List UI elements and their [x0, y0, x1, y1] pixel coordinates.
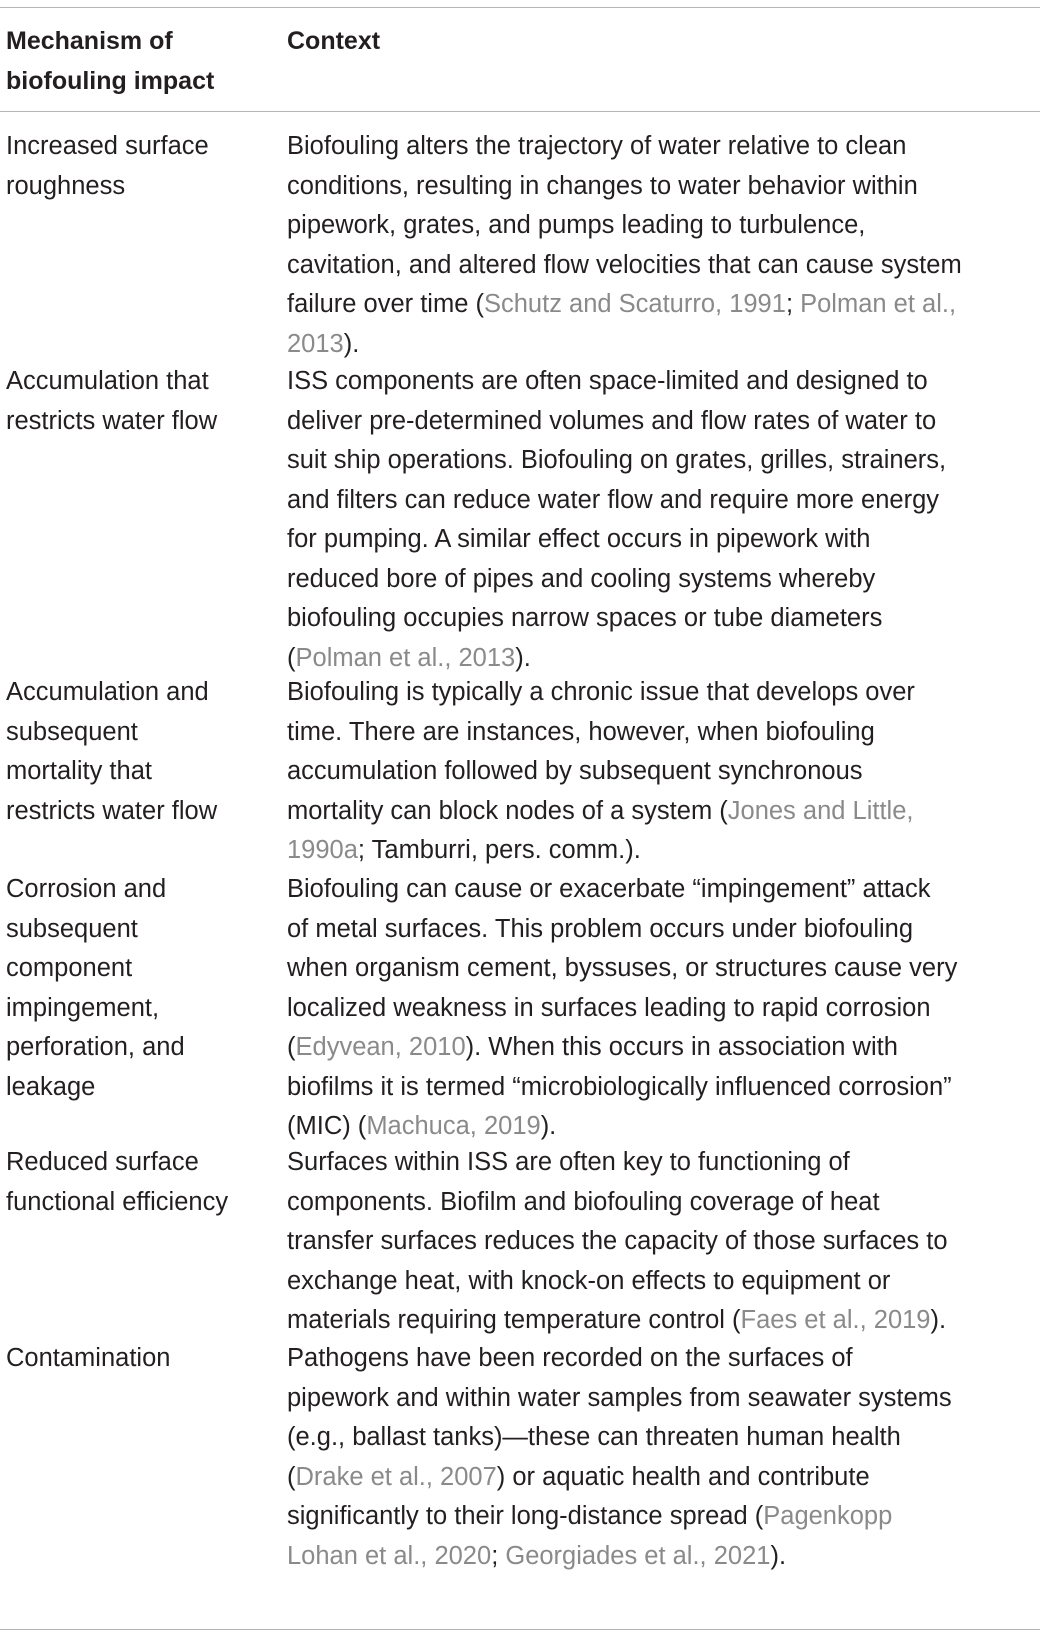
- citation-link: Polman et al., 2013: [295, 643, 516, 672]
- context-text: (: [287, 1462, 296, 1491]
- mechanism-line: component: [6, 954, 133, 982]
- context-line: [287, 402, 1040, 442]
- row-context: [287, 1339, 1040, 1576]
- row-mechanism: [6, 673, 276, 831]
- context-text: of metal surfaces. This problem occurs under biofouling: [287, 914, 914, 943]
- context-line: [287, 441, 1040, 481]
- header-context: Context: [287, 27, 381, 55]
- context-line: [287, 285, 1040, 325]
- context-text: mortality can block nodes of a system (: [287, 796, 728, 825]
- context-line: [287, 752, 1040, 792]
- row-context: [287, 362, 1040, 678]
- context-text: when organism cement, byssuses, or structures cause very: [287, 954, 958, 982]
- context-text: ;: [785, 290, 801, 318]
- mechanism-line: Accumulation and: [6, 678, 209, 706]
- context-line: [287, 167, 1040, 207]
- context-line: [287, 1183, 1040, 1223]
- context-text: conditions, resulting in changes to water behavior within: [287, 171, 918, 200]
- context-text: ).: [343, 329, 360, 358]
- context-text: time. There are instances, however, when biofouling: [287, 717, 875, 746]
- context-text: suit ship operations. Biofouling on grates, grilles, strainers,: [287, 446, 947, 474]
- context-text: accumulation followed by subsequent synchronous: [287, 757, 863, 785]
- mechanism-line: Accumulation that: [6, 367, 209, 395]
- context-text: ).: [770, 1541, 787, 1570]
- citation-link: 2013: [287, 329, 344, 358]
- context-text: ISS components are often space-limited and designed to: [287, 367, 928, 395]
- context-text: materials requiring temperature control (: [287, 1306, 741, 1334]
- context-text: ) or aquatic health and contribute: [496, 1462, 870, 1491]
- context-text: biofilms it is termed “microbiologically influenced corrosion”: [287, 1072, 952, 1101]
- context-text: ;: [491, 1541, 506, 1570]
- context-line: [287, 560, 1040, 600]
- context-text: components. Biofilm and biofouling coverage of heat: [287, 1187, 880, 1216]
- citation-link: Edyvean, 2010: [295, 1033, 466, 1061]
- context-line: [287, 1107, 1040, 1147]
- mechanism-line: roughness: [6, 171, 126, 200]
- context-line: [287, 481, 1040, 521]
- context-text: significantly to their long-distance spread (: [287, 1502, 764, 1530]
- context-line: [287, 1068, 1040, 1108]
- context-line: [287, 362, 1040, 402]
- mechanism-line: perforation, and: [6, 1033, 185, 1061]
- mechanism-line: subsequent: [6, 717, 138, 746]
- row-mechanism: [6, 1143, 276, 1222]
- table-bottom-rule: [0, 1629, 1040, 1630]
- mechanism-line: leakage: [6, 1072, 96, 1101]
- context-line: [287, 206, 1040, 246]
- mechanism-line: subsequent: [6, 914, 138, 943]
- context-text: Surfaces within ISS are often key to functioning of: [287, 1148, 850, 1176]
- context-line: [287, 1418, 1040, 1458]
- context-text: transfer surfaces reduces the capacity of those surfaces to: [287, 1227, 948, 1255]
- context-text: for pumping. A similar effect occurs in pipework with: [287, 525, 871, 553]
- context-text: reduced bore of pipes and cooling systems whereby: [287, 564, 876, 593]
- context-text: ).: [540, 1112, 557, 1140]
- context-text: localized weakness in surfaces leading to rapid corrosion: [287, 993, 931, 1022]
- context-text: Biofouling alters the trajectory of water relative to clean: [287, 132, 907, 160]
- header-rule: [0, 111, 1040, 112]
- row-mechanism: [6, 362, 276, 441]
- context-text: deliver pre-determined volumes and flow rates of water to: [287, 406, 937, 435]
- context-text: ).: [930, 1306, 947, 1334]
- context-line: [287, 246, 1040, 286]
- context-text: ; Tamburri, pers. comm.).: [357, 836, 641, 864]
- citation-link: Polman et al.,: [800, 290, 957, 318]
- citation-link: Drake et al., 2007: [295, 1462, 497, 1491]
- row-mechanism: [6, 1339, 276, 1379]
- table-top-rule: [0, 7, 1040, 8]
- context-text: (: [287, 1033, 296, 1061]
- context-line: [287, 1262, 1040, 1302]
- context-text: biofouling occupies narrow spaces or tube diameters: [287, 604, 883, 632]
- mechanism-line: Reduced surface: [6, 1148, 199, 1176]
- mechanism-line: impingement,: [6, 993, 160, 1022]
- row-context: [287, 870, 1040, 1147]
- context-line: [287, 1301, 1040, 1341]
- citation-link: Faes et al., 2019: [740, 1306, 931, 1334]
- mechanism-line: functional efficiency: [6, 1187, 229, 1216]
- context-line: [287, 989, 1040, 1029]
- citation-link: Machuca, 2019: [366, 1112, 541, 1140]
- context-text: pipework, grates, and pumps leading to turbulence,: [287, 211, 866, 239]
- context-text: Biofouling can cause or exacerbate “impingement” attack: [287, 875, 931, 903]
- context-text: ).: [515, 643, 531, 672]
- context-text: ). When this occurs in association with: [465, 1033, 898, 1061]
- mechanism-line: Increased surface: [6, 132, 209, 160]
- context-line: [287, 1379, 1040, 1419]
- context-text: exchange heat, with knock-on effects to equipment or: [287, 1266, 891, 1295]
- context-line: [287, 949, 1040, 989]
- context-line: [287, 1537, 1040, 1577]
- row-context: [287, 1143, 1040, 1341]
- context-line: [287, 910, 1040, 950]
- context-line: [287, 1222, 1040, 1262]
- context-line: [287, 127, 1040, 167]
- header-mechanism: [6, 22, 266, 101]
- row-context: [287, 127, 1040, 364]
- mechanism-line: Corrosion and: [6, 875, 167, 903]
- context-text: Pathogens have been recorded on the surfaces of: [287, 1344, 853, 1372]
- mechanism-line: Contamination: [6, 1344, 171, 1372]
- header-mechanism-line-1: Mechanism of: [6, 27, 173, 55]
- context-text: pipework and within water samples from seawater systems: [287, 1383, 952, 1412]
- citation-link: Pagenkopp: [763, 1502, 893, 1530]
- context-text: and filters can reduce water flow and require more energy: [287, 485, 940, 514]
- context-line: [287, 673, 1040, 713]
- context-line: [287, 1028, 1040, 1068]
- context-line: [287, 1497, 1040, 1537]
- citation-link: Georgiades et al., 2021: [505, 1541, 771, 1570]
- context-line: [287, 599, 1040, 639]
- context-line: [287, 792, 1040, 832]
- citation-link: Jones and Little,: [727, 796, 914, 825]
- context-text: failure over time (: [287, 290, 484, 318]
- row-mechanism: [6, 127, 276, 206]
- context-line: [287, 831, 1040, 871]
- context-line: [287, 325, 1040, 365]
- context-text: Biofouling is typically a chronic issue that develops over: [287, 678, 915, 706]
- context-line: [287, 1458, 1040, 1498]
- mechanism-line: restricts water flow: [6, 406, 218, 435]
- context-line: [287, 1143, 1040, 1183]
- citation-link: 1990a: [287, 836, 358, 864]
- context-text: (e.g., ballast tanks)—these can threaten human health: [287, 1423, 901, 1451]
- mechanism-line: mortality that: [6, 757, 152, 785]
- citation-link: Lohan et al., 2020: [287, 1541, 492, 1570]
- row-mechanism: [6, 870, 276, 1107]
- mechanism-line: restricts water flow: [6, 796, 218, 825]
- context-text: cavitation, and altered flow velocities that can cause system: [287, 250, 962, 279]
- context-line: [287, 870, 1040, 910]
- context-text: (MIC) (: [287, 1112, 367, 1140]
- header-mechanism-line-2: biofouling impact: [6, 66, 215, 95]
- row-context: [287, 673, 1040, 871]
- context-line: [287, 520, 1040, 560]
- context-line: [287, 1339, 1040, 1379]
- context-text: (: [287, 643, 296, 672]
- citation-link: Schutz and Scaturro, 1991: [483, 290, 786, 318]
- context-line: [287, 713, 1040, 753]
